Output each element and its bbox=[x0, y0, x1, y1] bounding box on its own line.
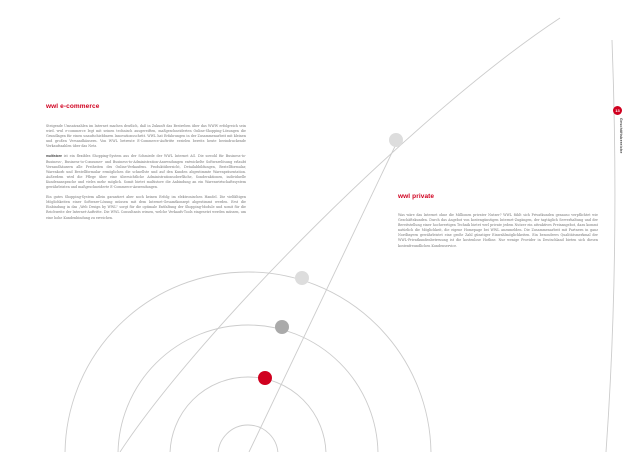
left-paragraph-3: Ein gutes Shopping-System allein garantiert aber noch keinen Erfolg im elektronischen Handel. Die vielfältigen Möglichkeiten einer Software-Lösung müssen mit dem Internet-Gesamtkonzept abgestimmt werden. Erst die Einbindung in das „Web Design by WWL" sorgt für die optimale Entfaltung der Shopping-Module und somit für die Reichweite der Internet-Auftritte. Die WWL Consultants wissen, welche Verkaufs-Tools eingesetzt werden müssen, um eine hohe Kundenbindung zu erreichen. bbox=[46, 195, 246, 220]
left-heading: wwl e-commerce bbox=[46, 103, 100, 110]
side-logo bbox=[613, 106, 623, 154]
circle-ring-1 bbox=[218, 425, 278, 452]
dot-light-top bbox=[389, 133, 403, 147]
radial-line bbox=[249, 140, 398, 452]
dot-red bbox=[258, 371, 272, 385]
left-paragraph-2 bbox=[46, 154, 246, 190]
dot-light bbox=[295, 271, 309, 285]
side-logo-label: Geschäftsbereiche bbox=[619, 118, 623, 154]
left-paragraph-1: Steigende Umsatzzahlen im Internet machen deutlich, daß in Zukunft das Bestreben über das WWW erfolgreich sein wird. wwl e-commerce legt mit seinen technisch ausgereiften, maßgeschneiderten Online-Shopping-Lösungen die Grundlagen für einen unaufschiebbaren Innovationsschritt. WWL hat Erfahrungen in der Zusammenarbeit mit kleinen und großen Versandhäusern. Von WWL betreute E-Commerce-Auftritte erzielen bereits heute beeindruckende Verkaufszahlen über das Netz. bbox=[46, 124, 246, 149]
left-column bbox=[46, 124, 246, 226]
right-heading: wwl private bbox=[398, 193, 435, 200]
right-paragraph-1: Was wäre das Internet ohne die Millionen privater Nutzer? WWL fühlt sich Privatkunden genauso verpflichtet wie Geschäftskunden. Durch das Angebot von kostengünstigen Internet-Zugängen, der tagtäglich Serverhaltung und der Bereitstellung einer hochwertigen Technik bietet wwl private jedem Nutzer ein attraktives Preisangebot, dazu kommt natürlich die Möglichkeit, die eigene Homepage bei WWL anzumelden. Die Zusammenarbeit mit Partnern in ganz Nordbayern gewährleistet eine große Zahl günstiger Einwahlmöglichkeiten. Ein besonderes Qualitätsmerkmal der WWL-Privatkundenbetreuung ist die kostenlose Hotline. Nur wenige Provider in Deutschland bieten sich diesen kostenfreundlichen Kundenservice. bbox=[398, 213, 598, 248]
right-column bbox=[398, 213, 598, 254]
left-paragraph-2-text: ist ein flexibles Shopping-System aus der Schmiede der WWL Internet AG. Die sowohl für Business-to-Business-, Business-to-Consumer- und Business-to-Administration-Anwendungen entwickelte Softwarelösung erlaubt Versandhäusern alle Freiheiten des Online-Verkaufens. Produktübersicht, Detailabbildungen, Bestellformular, Warenkorb und Bestellformular ermöglichen die schnellste und auf den Kunden abgestimmte Warenpräsentation. Außerdem wird die Pflege über eine übersichtliche Administrationsoberfläche, Sonderaktionen, individuelle Kundenansprache und vieles mehr möglich. Somit bietet multistore die Anbindung an ein Warenwirtschaftssystem gewährleisten und maßgeschneiderte E-Commerce-Anwendungen. bbox=[46, 154, 246, 190]
page-number-badge: 13 bbox=[613, 106, 622, 115]
circle-ring-2 bbox=[170, 377, 326, 452]
dot-mid bbox=[275, 320, 289, 334]
circle-ring-3 bbox=[118, 325, 378, 452]
multistore-brand: multistore bbox=[46, 154, 62, 159]
outer-arc-right bbox=[606, 40, 615, 452]
